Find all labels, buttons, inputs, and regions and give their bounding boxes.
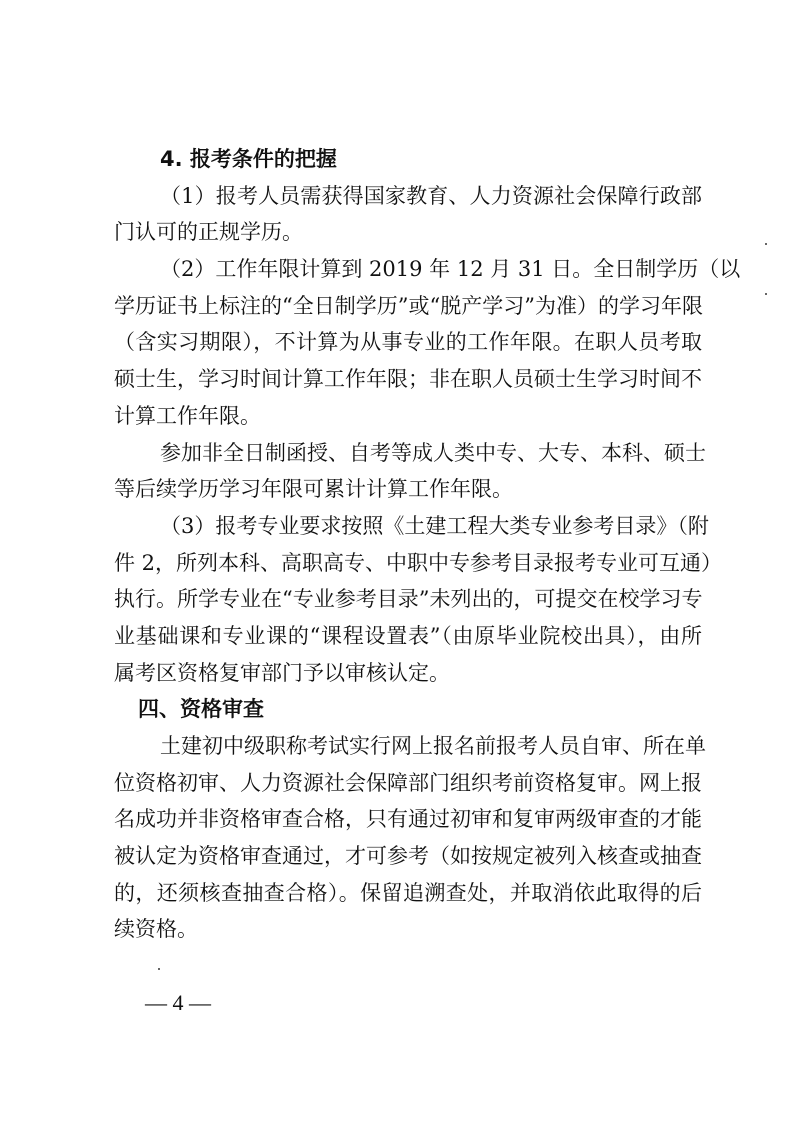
scan-speck xyxy=(765,293,767,295)
paragraph xyxy=(114,178,702,251)
scan-speck xyxy=(158,968,160,970)
scan-speck xyxy=(765,243,767,245)
text-line: 等后续学历学习年限可累计计算工作年限。 xyxy=(114,477,513,502)
paragraph xyxy=(114,508,723,691)
text-line: 硕士生，学习时间计算工作年限；非在职人员硕士生学习时间不 xyxy=(114,367,702,392)
text-line: （含实习期限），不计算为从事专业的工作年限。在职人员考取 xyxy=(114,330,702,355)
text-line: （2）工作年限计算到 2019 年 12 月 31 日。全日制学历（以 xyxy=(160,257,741,282)
page-number: — 4 — xyxy=(145,990,211,1015)
text-line: 续资格。 xyxy=(114,917,198,942)
section-heading: 4. 报考条件的把握 xyxy=(160,147,337,171)
text-line: 参加非全日制函授、自考等成人类中专、大专、本科、硕士 xyxy=(160,440,706,465)
paragraph xyxy=(114,251,741,434)
paragraph xyxy=(114,728,706,948)
text-line: 位资格初审、人力资源社会保障部门组织考前资格复审。网上报 xyxy=(114,770,702,795)
document-body xyxy=(114,141,741,948)
text-line: 名成功并非资格审查合格，只有通过初审和复审两级审查的才能 xyxy=(114,807,702,832)
text-line: 属考区资格复审部门予以审核认定。 xyxy=(114,660,450,685)
text-line: 的，还须核查抽查合格）。保留追溯查处，并取消依此取得的后 xyxy=(114,880,702,905)
text-line: 业基础课和专业课的“课程设置表”（由原毕业院校出具），由所 xyxy=(114,623,702,648)
text-line: 学历证书上标注的“全日制学历”或“脱产学习”为准）的学习年限 xyxy=(114,293,703,318)
text-line: 门认可的正规学历。 xyxy=(114,220,303,245)
section-title: 四、资格审查 xyxy=(138,697,264,722)
text-line: 件 2，所列本科、高职高专、中职中专参考目录报考专业可互通） xyxy=(114,550,723,575)
text-line: 土建初中级职称考试实行网上报名前报考人员自审、所在单 xyxy=(160,734,706,758)
text-line: 执行。所学专业在“专业参考目录”未列出的，可提交在校学习专 xyxy=(114,587,703,612)
text-line: 计算工作年限。 xyxy=(114,403,261,428)
paragraph xyxy=(114,435,706,508)
text-line: 被认定为资格审查通过，才可参考（如按规定被列入核查或抽查 xyxy=(114,844,702,869)
text-line: （3）报考专业要求按照《土建工程大类专业参考目录》（附 xyxy=(160,513,709,538)
text-line: （1）报考人员需获得国家教育、人力资源社会保障行政部 xyxy=(160,183,702,208)
